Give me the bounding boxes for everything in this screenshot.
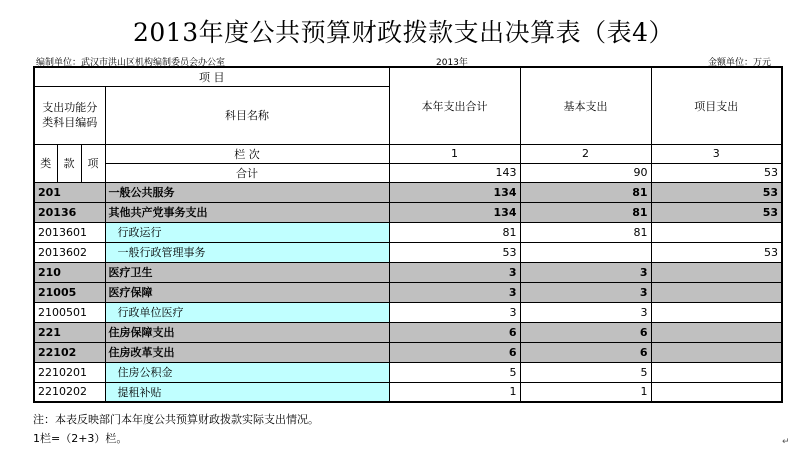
- row-subject-name: 医疗保障: [105, 282, 389, 302]
- paragraph-mark-icon: ↵: [782, 437, 790, 447]
- report-year: 2013年: [436, 58, 468, 68]
- table-row: [34, 202, 782, 222]
- row-code: 2210201: [34, 362, 105, 382]
- row-basic: 5: [520, 362, 651, 382]
- row-project: 53: [651, 202, 782, 222]
- row-project: 53: [651, 182, 782, 202]
- row-project: [651, 362, 782, 382]
- row-total: 1: [389, 382, 520, 402]
- row-basic: [520, 242, 651, 262]
- header-subject-name: 科目名称: [105, 86, 389, 144]
- header-function-code: 支出功能分类科目编码: [34, 86, 105, 144]
- table-row: [34, 302, 782, 322]
- header-project-expenditure: 项目支出: [651, 67, 782, 144]
- table-row: [34, 362, 782, 382]
- note-line-1: 注：本表反映部门本年度公共预算财政拨款实际支出情况。: [33, 413, 319, 426]
- row-total: 134: [389, 202, 520, 222]
- expenditure-table: [33, 66, 783, 403]
- row-subject-name: 其他共产党事务支出: [105, 202, 389, 222]
- header-xiang: 项: [81, 144, 105, 182]
- table-row: [34, 342, 782, 362]
- header-total: 本年支出合计: [389, 67, 520, 144]
- table-row: [34, 222, 782, 242]
- row-code: 20136: [34, 202, 105, 222]
- header-lei: 类: [34, 144, 57, 182]
- row-subject-name: 住房保障支出: [105, 322, 389, 342]
- row-total: 3: [389, 282, 520, 302]
- row-code: 2100501: [34, 302, 105, 322]
- row-project: [651, 222, 782, 242]
- row-basic: 3: [520, 262, 651, 282]
- total-label: 合计: [105, 163, 389, 182]
- row-subject-name: 住房公积金: [105, 362, 389, 382]
- total-basic: 90: [520, 163, 651, 182]
- row-total: 81: [389, 222, 520, 242]
- row-code: 2210202: [34, 382, 105, 402]
- row-project: [651, 342, 782, 362]
- row-project: 53: [651, 242, 782, 262]
- row-basic: 6: [520, 342, 651, 362]
- row-subject-name: 行政运行: [105, 222, 389, 242]
- row-code: 2013602: [34, 242, 105, 262]
- table-row: [34, 242, 782, 262]
- column-number-2: 2: [520, 144, 651, 163]
- row-project: [651, 262, 782, 282]
- row-code: 2013601: [34, 222, 105, 242]
- row-basic: 3: [520, 302, 651, 322]
- row-basic: 6: [520, 322, 651, 342]
- table-row: [34, 382, 782, 402]
- row-code: 201: [34, 182, 105, 202]
- row-subject-name: 提租补贴: [105, 382, 389, 402]
- row-subject-name: 住房改革支出: [105, 342, 389, 362]
- total-project: 53: [651, 163, 782, 182]
- table-row: [34, 182, 782, 202]
- row-subject-name: 行政单位医疗: [105, 302, 389, 322]
- row-total: 6: [389, 322, 520, 342]
- row-project: [651, 302, 782, 322]
- header-basic: 基本支出: [520, 67, 651, 144]
- row-basic: 1: [520, 382, 651, 402]
- row-basic: 81: [520, 222, 651, 242]
- row-code: 21005: [34, 282, 105, 302]
- page-title: 2013年度公共预算财政拨款支出决算表（表4）: [132, 18, 675, 47]
- row-code: 221: [34, 322, 105, 342]
- row-total: 6: [389, 342, 520, 362]
- header-column: 栏 次: [105, 144, 389, 163]
- header-project: 项 目: [34, 67, 389, 86]
- row-basic: 3: [520, 282, 651, 302]
- note-line-2: 1栏=（2+3）栏。: [33, 432, 128, 445]
- row-total: 3: [389, 262, 520, 282]
- header-kuan: 款: [57, 144, 81, 182]
- row-basic: 81: [520, 182, 651, 202]
- row-subject-name: 一般行政管理事务: [105, 242, 389, 262]
- compiling-unit: 编制单位：武汉市洪山区机构编制委员会办公室: [36, 58, 226, 68]
- table-row: [34, 322, 782, 342]
- row-code: 22102: [34, 342, 105, 362]
- row-subject-name: 一般公共服务: [105, 182, 389, 202]
- amount-unit: 金额单位：万元: [708, 58, 772, 68]
- row-basic: 81: [520, 202, 651, 222]
- row-project: [651, 282, 782, 302]
- row-project: [651, 382, 782, 402]
- row-total: 134: [389, 182, 520, 202]
- row-project: [651, 322, 782, 342]
- total-sum: 143: [389, 163, 520, 182]
- table-row: [34, 282, 782, 302]
- row-total: 3: [389, 302, 520, 322]
- table-row: [34, 262, 782, 282]
- row-code: 210: [34, 262, 105, 282]
- row-total: 5: [389, 362, 520, 382]
- row-subject-name: 医疗卫生: [105, 262, 389, 282]
- column-number-1: 1: [389, 144, 520, 163]
- row-total: 53: [389, 242, 520, 262]
- column-number-3: 3: [651, 144, 782, 163]
